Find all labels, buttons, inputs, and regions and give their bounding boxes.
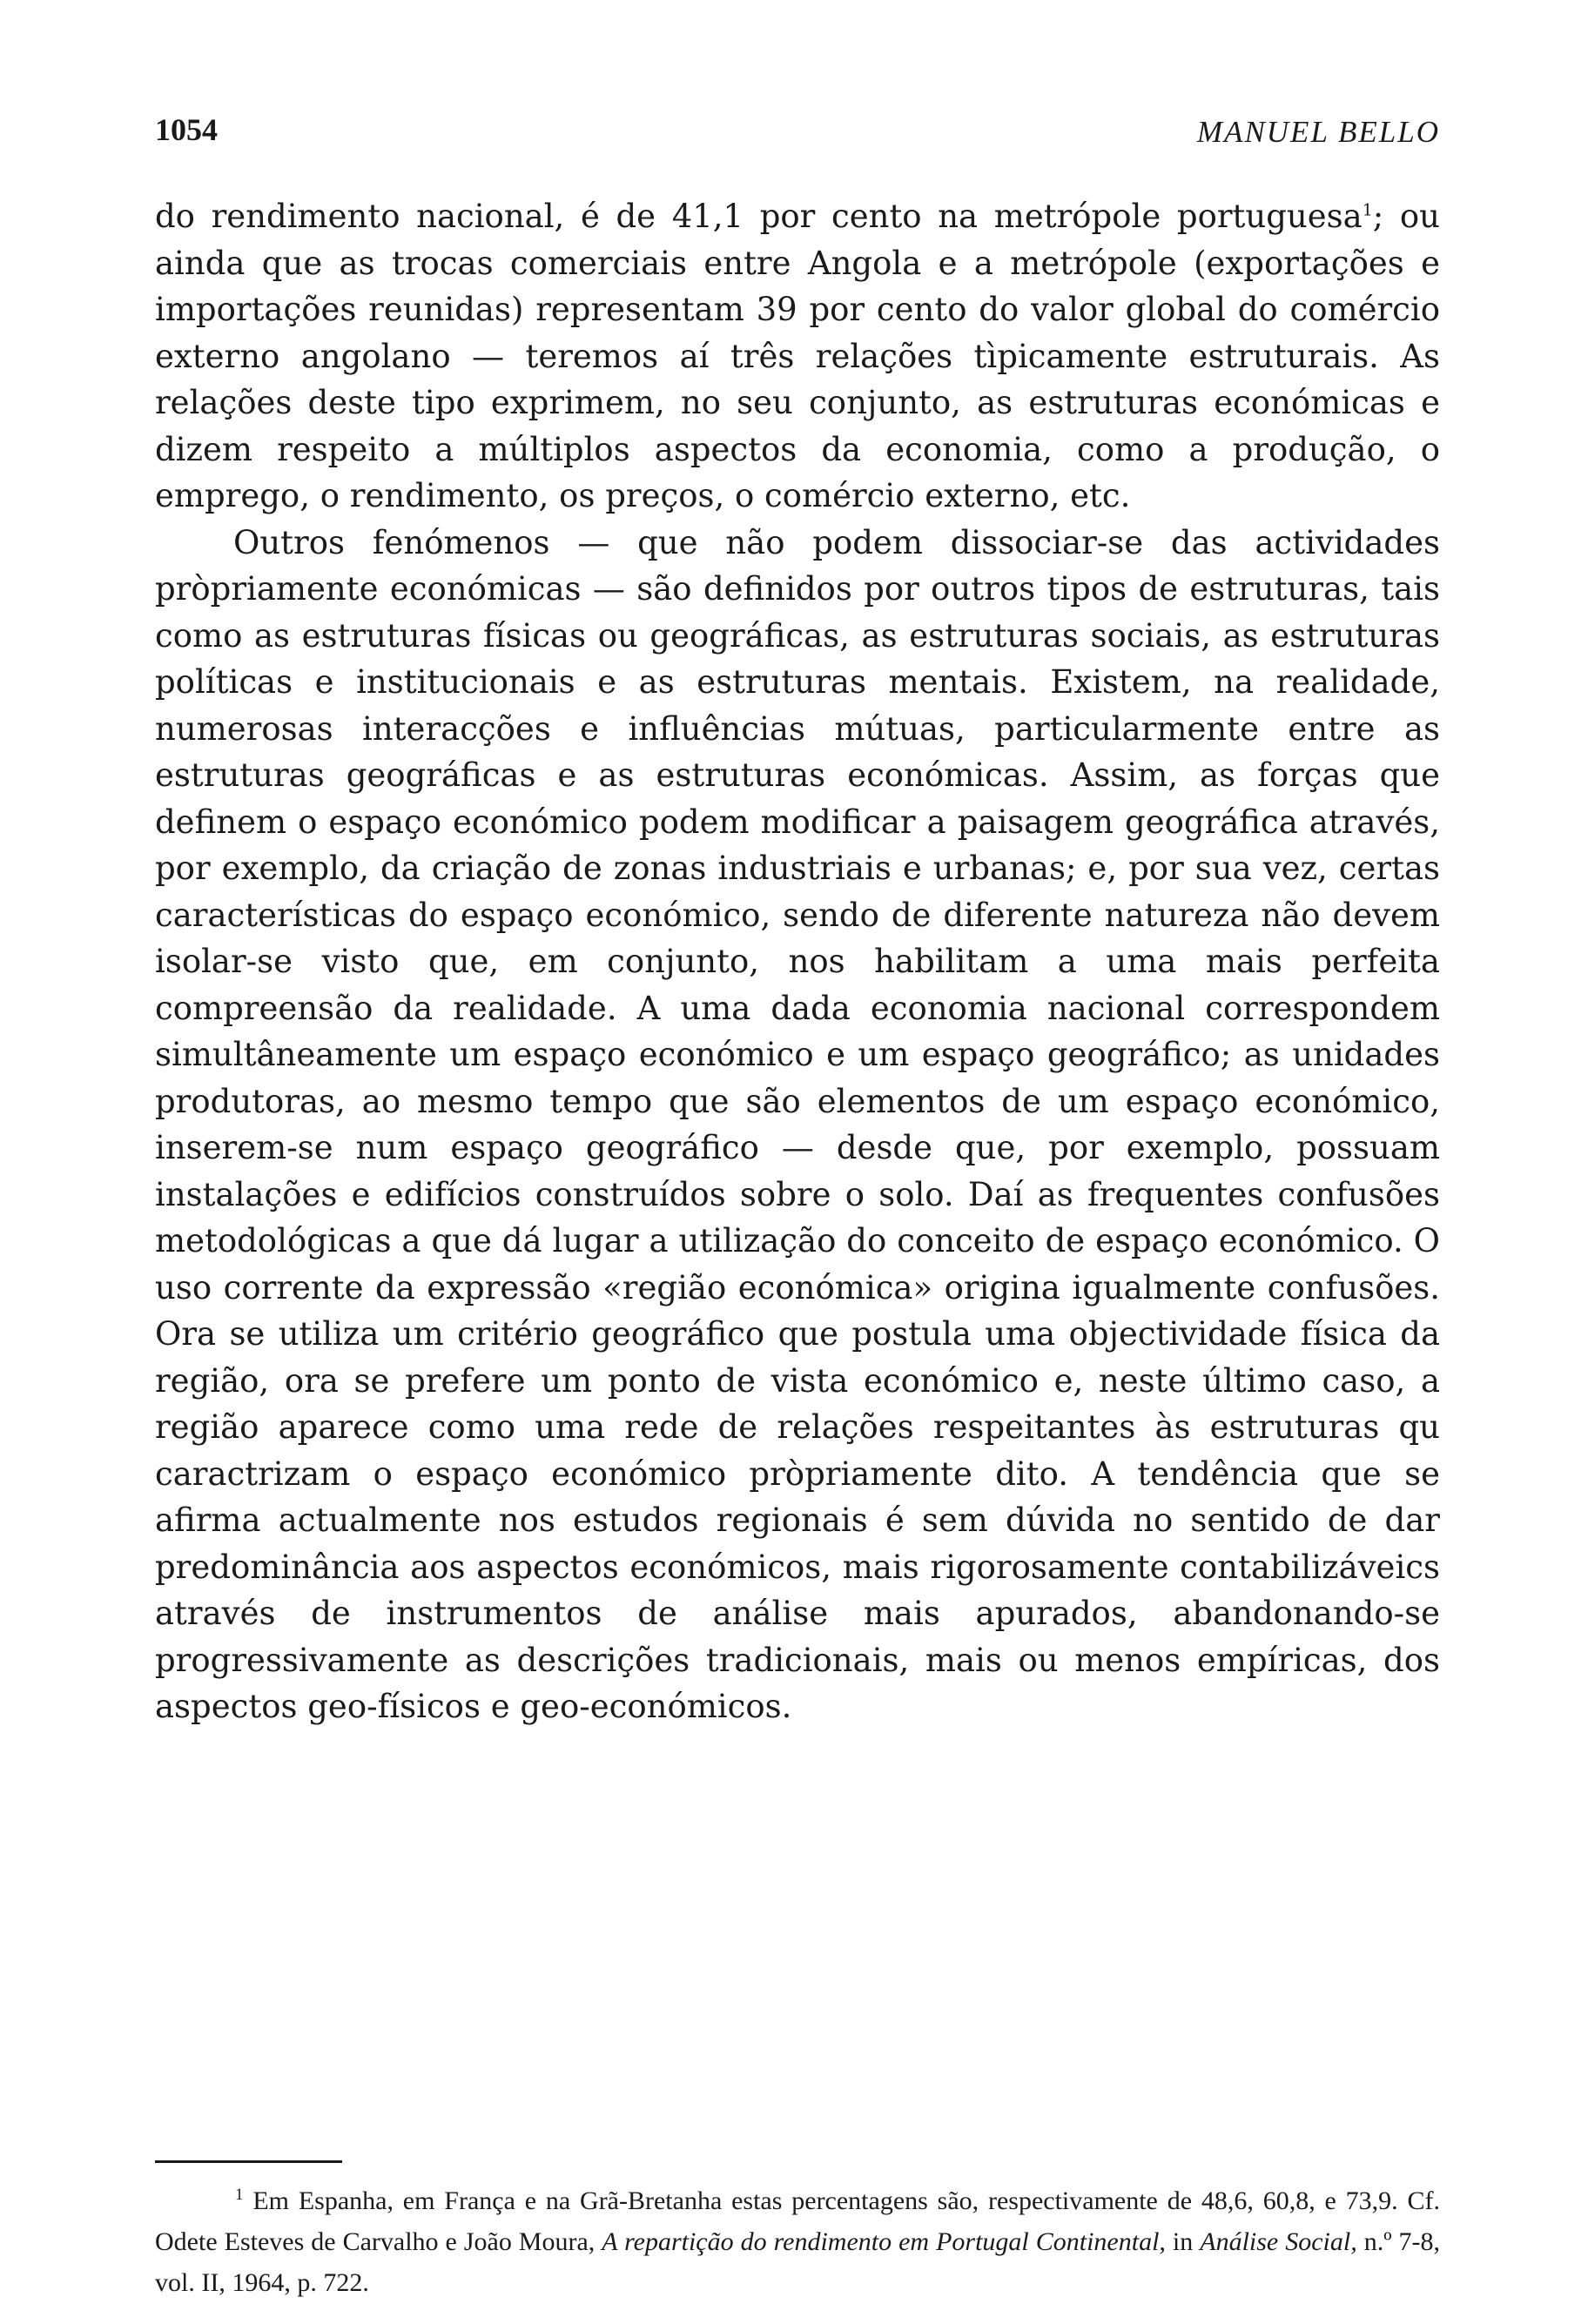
footnote-text-b: in [1172, 2227, 1194, 2256]
page-number: 1054 [155, 112, 218, 147]
page-header [155, 111, 1440, 155]
footnote-title-1: A repartição do rendimento em Portugal Continental, [602, 2227, 1166, 2256]
footnotes [155, 2180, 1440, 2303]
running-head: MANUEL BELLO [1196, 115, 1440, 149]
body-text [155, 193, 1440, 1730]
footnote-divider [155, 2160, 342, 2163]
footnote-text-c: n.º 7-8, vol. II, 1964, p. 722. [155, 2227, 1441, 2297]
paragraph-1-text-a: do rendimento nacional, é de 41,1 por cento na metrópole portuguesa [155, 198, 1363, 235]
paragraph-1 [155, 193, 1440, 520]
document-page [155, 0, 1440, 2324]
paragraph-1-text-b: ; ou ainda que as trocas comerciais entre Angola e a metrópole (exportações e importações reunidas) representam 39 por cento do valor global do comércio externo angolano — teremos aí três relações tìpicamente estruturais. As relações deste tipo exprimem, no seu conjunto, as estruturas económicas e dizem respeito a múltiplos aspectos da economia, como a produção, o emprego, o rendimento, os preços, o comércio externo, etc. [155, 198, 1440, 514]
footnote-1 [155, 2180, 1440, 2303]
footnote-reference[interactable]: 1 [1362, 200, 1373, 220]
footnote-title-2: Análise Social, [1200, 2227, 1357, 2256]
paragraph-2: Outros fenómenos — que não podem dissociar-se das actividades pròpriamente económicas — são definidos por outros tipos de estruturas, tais como as estruturas físicas ou geográficas, as estruturas sociais, as estruturas políticas e institucionais e as estruturas mentais. Existem, na realidade, numerosas interacções e influências mútuas, particularmente entre as estruturas geográficas e as estruturas económicas. Assim, as forças que definem o espaço económico podem modificar a paisagem geográfica através, por exemplo, da criação de zonas industriais e urbanas; e, por sua vez, certas características do espaço económico, sendo de diferente natureza não devem isolar-se visto que, em conjunto, nos habilitam a uma mais perfeita compreensão da realidade. A uma dada economia nacional correspondem simultâneamente um espaço económico e um espaço geográfico; as unidades produtoras, ao mesmo tempo que são elementos de um espaço económico, inserem-se num espaço geográfico — desde que, por exemplo, possuam instalações e edifícios construídos sobre o solo. Daí as frequentes confusões metodológicas a que dá lugar a utilização do conceito de espaço económico. O uso corrente da expressão «região económica» origina igualmente confusões. Ora se utiliza um critério geográfico que postula uma objectividade física da região, ora se prefere um ponto de vista económico e, neste último caso, a região aparece como uma rede de relações respeitantes às estruturas qu caractrizam o espaço económico pròpriamente dito. A tendência que se afirma actualmente nos estudos regionais é sem dúvida no sentido de dar predominância aos aspectos económicos, mais rigorosamente contabilizáveics através de instrumentos de análise mais apurados, abandonando-se progressivamente as descrições tradicionais, mais ou menos empíricas, dos aspectos geo-físicos e geo-económicos. [155, 523, 1440, 1725]
footnote-marker: 1 [235, 2186, 244, 2204]
footnote-text-a: Em Espanha, em França e na Grã-Bretanha estas percentagens são, respectivamente de 48,6, 60,8, e 73,9. Cf. Odete Esteves de Carvalho e João Moura, [155, 2186, 1440, 2256]
